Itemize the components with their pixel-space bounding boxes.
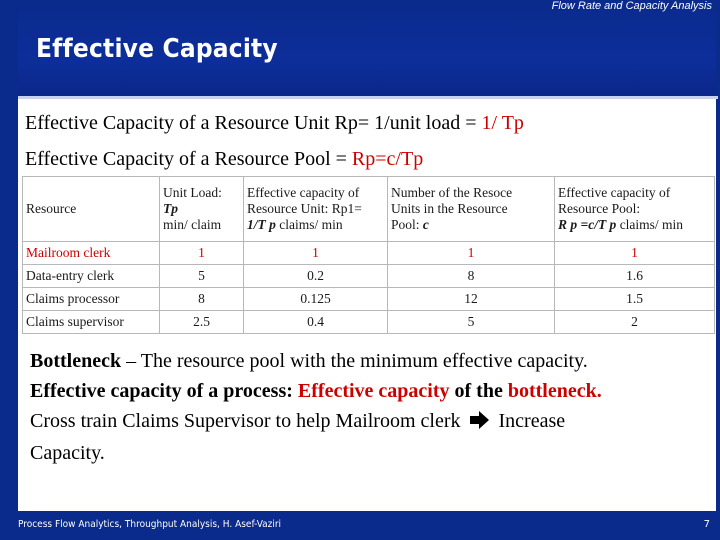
- cell-resource: Claims supervisor: [23, 311, 160, 334]
- capacity-table: [22, 176, 715, 334]
- bottleneck-definition: [30, 346, 720, 376]
- header-num-units: [388, 177, 555, 242]
- header-title: Flow Rate and Capacity Analysis: [551, 0, 712, 12]
- footer-credit: Process Flow Analytics, Throughput Analysis, H. Asef-Vaziri: [18, 519, 282, 530]
- header-label: Unit Load:: [163, 185, 222, 200]
- table-header-row: [23, 177, 715, 242]
- header-unit-load: [160, 177, 244, 242]
- header-label: Units in the Resource: [391, 201, 508, 216]
- note-text: Cross train Claims Supervisor to help Mailroom clerk: [30, 410, 466, 432]
- cell-num-units: 12: [388, 288, 555, 311]
- cell-num-units: 8: [388, 265, 555, 288]
- cell-eff-unit: 0.125: [244, 288, 388, 311]
- resource-unit-formula: [25, 112, 524, 135]
- cross-train-note-cont: Capacity.: [30, 442, 105, 464]
- right-arrow-icon: [470, 408, 490, 438]
- header-label: Effective capacity of: [558, 185, 671, 200]
- header-label: claims/ min: [616, 217, 684, 232]
- table-row: [23, 242, 715, 265]
- cell-unit-load: 5: [160, 265, 244, 288]
- header-eff-unit: [244, 177, 388, 242]
- table-row: [23, 265, 715, 288]
- page-number: 7: [703, 519, 710, 530]
- cell-eff-pool: 1.5: [555, 288, 715, 311]
- cell-resource: Data-entry clerk: [23, 265, 160, 288]
- separator: :: [286, 380, 298, 402]
- resource-pool-formula: [25, 148, 423, 171]
- table-row: [23, 311, 715, 334]
- header-label: Resource Pool:: [558, 201, 641, 216]
- cell-num-units: 1: [388, 242, 555, 265]
- cell-unit-load: 8: [160, 288, 244, 311]
- cell-unit-load: 1: [160, 242, 244, 265]
- bold-term: Bottleneck: [30, 350, 122, 372]
- header-label: 1/T p: [247, 217, 276, 232]
- process-capacity-definition: [30, 376, 720, 406]
- header-label: Pool:: [391, 217, 423, 232]
- cell-num-units: 5: [388, 311, 555, 334]
- definition-text: of the: [449, 380, 508, 402]
- definition-text: – The resource pool with the minimum effective capacity.: [121, 350, 588, 372]
- bold-term: Effective capacity of a process: [30, 380, 287, 402]
- cell-eff-pool: 1: [555, 242, 715, 265]
- formula-value: Rp=c/Tp: [351, 148, 424, 170]
- header-eff-pool: [555, 177, 715, 242]
- formula-text: Effective Capacity of a Resource Pool =: [25, 148, 352, 170]
- left-decor-strip: [0, 0, 18, 540]
- slide-title: Effective Capacity: [36, 34, 278, 64]
- explanation-text: [30, 346, 720, 468]
- formula-value: 1/ Tp: [481, 112, 524, 134]
- cell-eff-unit: 0.2: [244, 265, 388, 288]
- formula-text: Effective Capacity of a Resource Unit Rp= 1/unit load =: [25, 112, 482, 134]
- header-label: Resource Unit: Rp1=: [247, 201, 362, 216]
- header-resource: [23, 177, 160, 242]
- note-text: Increase: [493, 410, 566, 432]
- cell-unit-load: 2.5: [160, 311, 244, 334]
- highlight-text: bottleneck.: [507, 380, 602, 402]
- header-label: Number of the Resoce: [391, 185, 513, 200]
- cross-train-note: [30, 406, 720, 438]
- cell-resource: Mailroom clerk: [23, 242, 160, 265]
- highlight-text: Effective capacity: [297, 380, 450, 402]
- header-label: Effective capacity of: [247, 185, 360, 200]
- header-label: c: [422, 217, 429, 232]
- cell-eff-unit: 1: [244, 242, 388, 265]
- cell-resource: Claims processor: [23, 288, 160, 311]
- cell-eff-unit: 0.4: [244, 311, 388, 334]
- header-label: Tp: [163, 201, 178, 216]
- table-row: [23, 288, 715, 311]
- cell-eff-pool: 1.6: [555, 265, 715, 288]
- cell-eff-pool: 2: [555, 311, 715, 334]
- header-label: Resource: [26, 201, 77, 216]
- header-label: claims/ min: [275, 217, 343, 232]
- header-label: R p =c/T p: [558, 217, 617, 232]
- header-label: min/ claim: [163, 217, 222, 232]
